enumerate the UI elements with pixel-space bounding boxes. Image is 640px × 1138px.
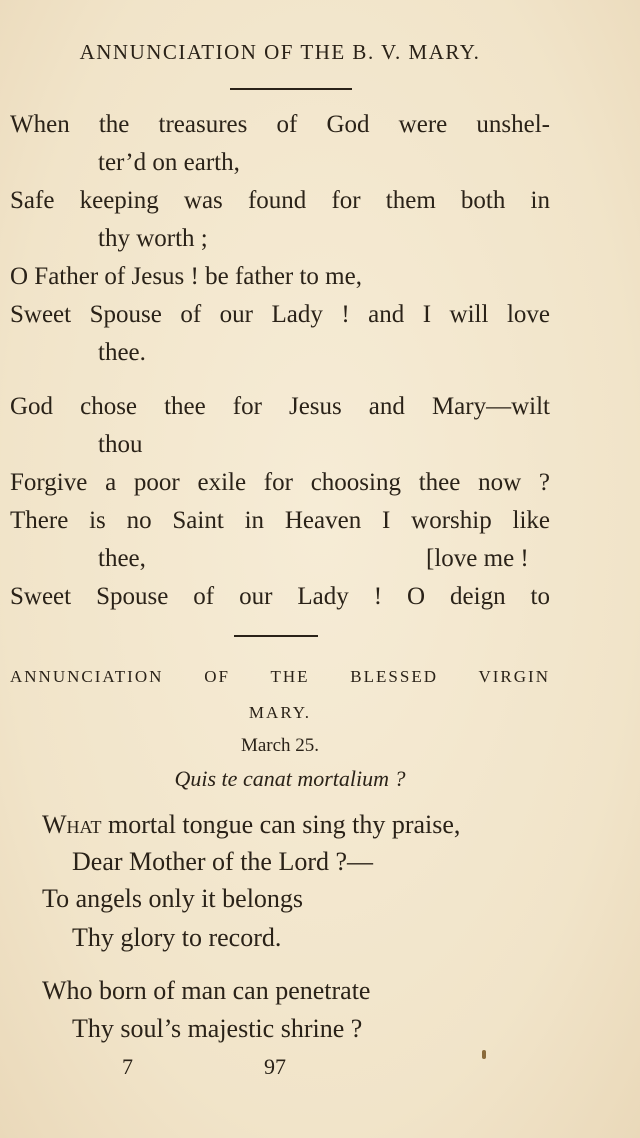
poem-line: thou	[98, 431, 143, 458]
poem-line: Sweet Spouse of our Lady ! and I will love	[10, 301, 550, 328]
poem-line: ter’d on earth,	[98, 149, 240, 176]
feast-date: March 25.	[240, 735, 320, 756]
poem-line: thy worth ;	[98, 225, 208, 252]
paper-speck	[482, 1050, 486, 1059]
hymn-line: Who born of man can penetrate	[42, 976, 371, 1005]
poem-line: When the treasures of God were unshel-	[10, 111, 550, 138]
signature-mark: 7	[122, 1054, 133, 1079]
section-title-continued: MARY.	[248, 703, 312, 722]
latin-incipit: Quis te canat mortalium ?	[174, 766, 406, 791]
hymn-line-rest: mortal tongue can sing thy praise,	[101, 810, 461, 839]
hymn-line: Dear Mother of the Lord ?—	[72, 847, 374, 876]
section-rule	[234, 635, 318, 637]
hymn-line: Thy glory to record.	[72, 923, 282, 952]
hymn-line: To angels only it belongs	[42, 884, 304, 913]
initial-word: What	[42, 810, 102, 839]
poem-line: Safe keeping was found for them both in	[10, 187, 550, 214]
poem-line-turnover: [love me !	[426, 545, 529, 572]
page-number: 97	[264, 1054, 286, 1079]
poem-line: God chose thee for Jesus and Mary—wilt	[10, 393, 550, 420]
hymn-line: Thy soul’s majestic shrine ?	[72, 1014, 363, 1043]
poem-line: There is no Saint in Heaven I worship like	[10, 507, 550, 534]
hymn-line	[42, 812, 460, 838]
poem-line: thee.	[98, 339, 146, 366]
poem-line: thee,	[98, 545, 146, 572]
poem-line: Sweet Spouse of our Lady ! O deign to	[10, 583, 550, 610]
running-head: ANNUNCIATION OF THE B. V. MARY.	[79, 40, 481, 64]
poem-line: Forgive a poor exile for choosing thee now ?	[10, 469, 550, 496]
head-rule	[230, 88, 352, 90]
section-title: ANNUNCIATION OF THE BLESSED VIRGIN	[10, 667, 550, 686]
poem-line: O Father of Jesus ! be father to me,	[10, 263, 362, 290]
